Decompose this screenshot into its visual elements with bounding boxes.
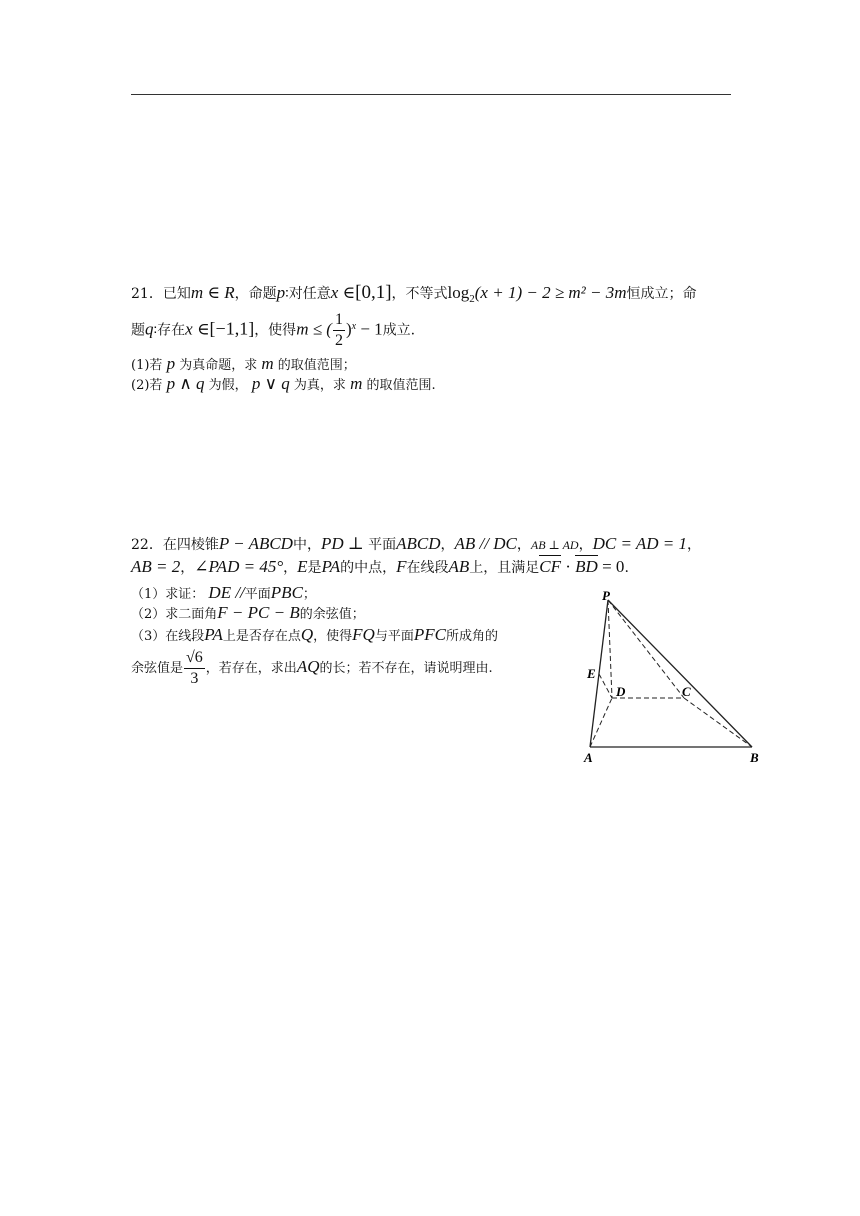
q22-sub-3-cont: 余弦值是 $\frac{√6}{3}$ ，若存在，求出AQ的长；若不存在，请说明理由. <box>131 649 493 687</box>
pyramid-diagram <box>578 588 768 768</box>
header-rule <box>131 94 731 95</box>
label-b: B <box>750 750 759 765</box>
edge-cb <box>684 698 752 747</box>
interval-0-1: [0,1] <box>355 282 392 303</box>
edge-pb <box>608 600 752 747</box>
label-d: D <box>616 684 626 699</box>
q21-sub-1: (1)若 p 为真命题，求 m 的取值范围； <box>131 354 356 373</box>
pyramid-figure <box>578 588 768 772</box>
interval-neg1-1: [−1,1] <box>209 318 255 339</box>
label-e: E <box>587 666 596 681</box>
edge-pd <box>608 600 612 698</box>
vector-bd: BD <box>575 557 598 576</box>
vector-cf: CF <box>539 557 561 576</box>
m-in-r: m ∈ R <box>190 283 235 302</box>
inequality-expression: (x + 1) − 2 ≥ m² − 3m <box>474 283 627 302</box>
q21-line-2: 题q∶存在x ∈[−1,1]，使得m ≤ ( $\frac{1}{2}$ )$^x$ − 1成立. <box>131 311 416 349</box>
q22-line-2: AB = 2，∠PAD = 45°，E是PA的中点，F在线段AB上，且满足CF · BD = 0. <box>131 557 629 576</box>
fraction-sqrt6-over-3: $\frac{√6}{3}$ <box>186 649 203 687</box>
fraction-one-half: $\frac{1}{2}$ <box>334 311 343 349</box>
label-a: A <box>584 750 593 765</box>
q21-line-1: 21．已知m ∈ R，命题p∶对任意x ∈[0,1]，不等式$\log_2(x + 1) - 2 \ge m^2 - 3m$恒成立；命 <box>131 282 697 305</box>
q21-sub-2: (2)若 p ∧ q 为假， p ∨ q 为真，求 m 的取值范围. <box>131 374 436 393</box>
q22-number: 22． <box>131 537 163 553</box>
q22-sub-1: （1）求证： DE //平面PBC； <box>131 583 316 602</box>
edge-ed <box>599 674 612 698</box>
label-c: C <box>682 684 691 699</box>
q22-sub-2: （2）求二面角F − PC − B的余弦值； <box>131 603 365 622</box>
log-function: log <box>447 283 470 302</box>
q21-number: 21． <box>131 286 163 302</box>
q22-sub-3: （3）在线段PA上是否存在点Q，使得FQ与平面PFC所成角的 <box>131 625 498 644</box>
label-p: P <box>602 588 610 603</box>
q22-line-1: 22．在四棱锥P − ABCD中，PD ⊥ 平面ABCD，AB // DC，AB ⊥ AD，DC = AD = 1， <box>131 534 702 553</box>
